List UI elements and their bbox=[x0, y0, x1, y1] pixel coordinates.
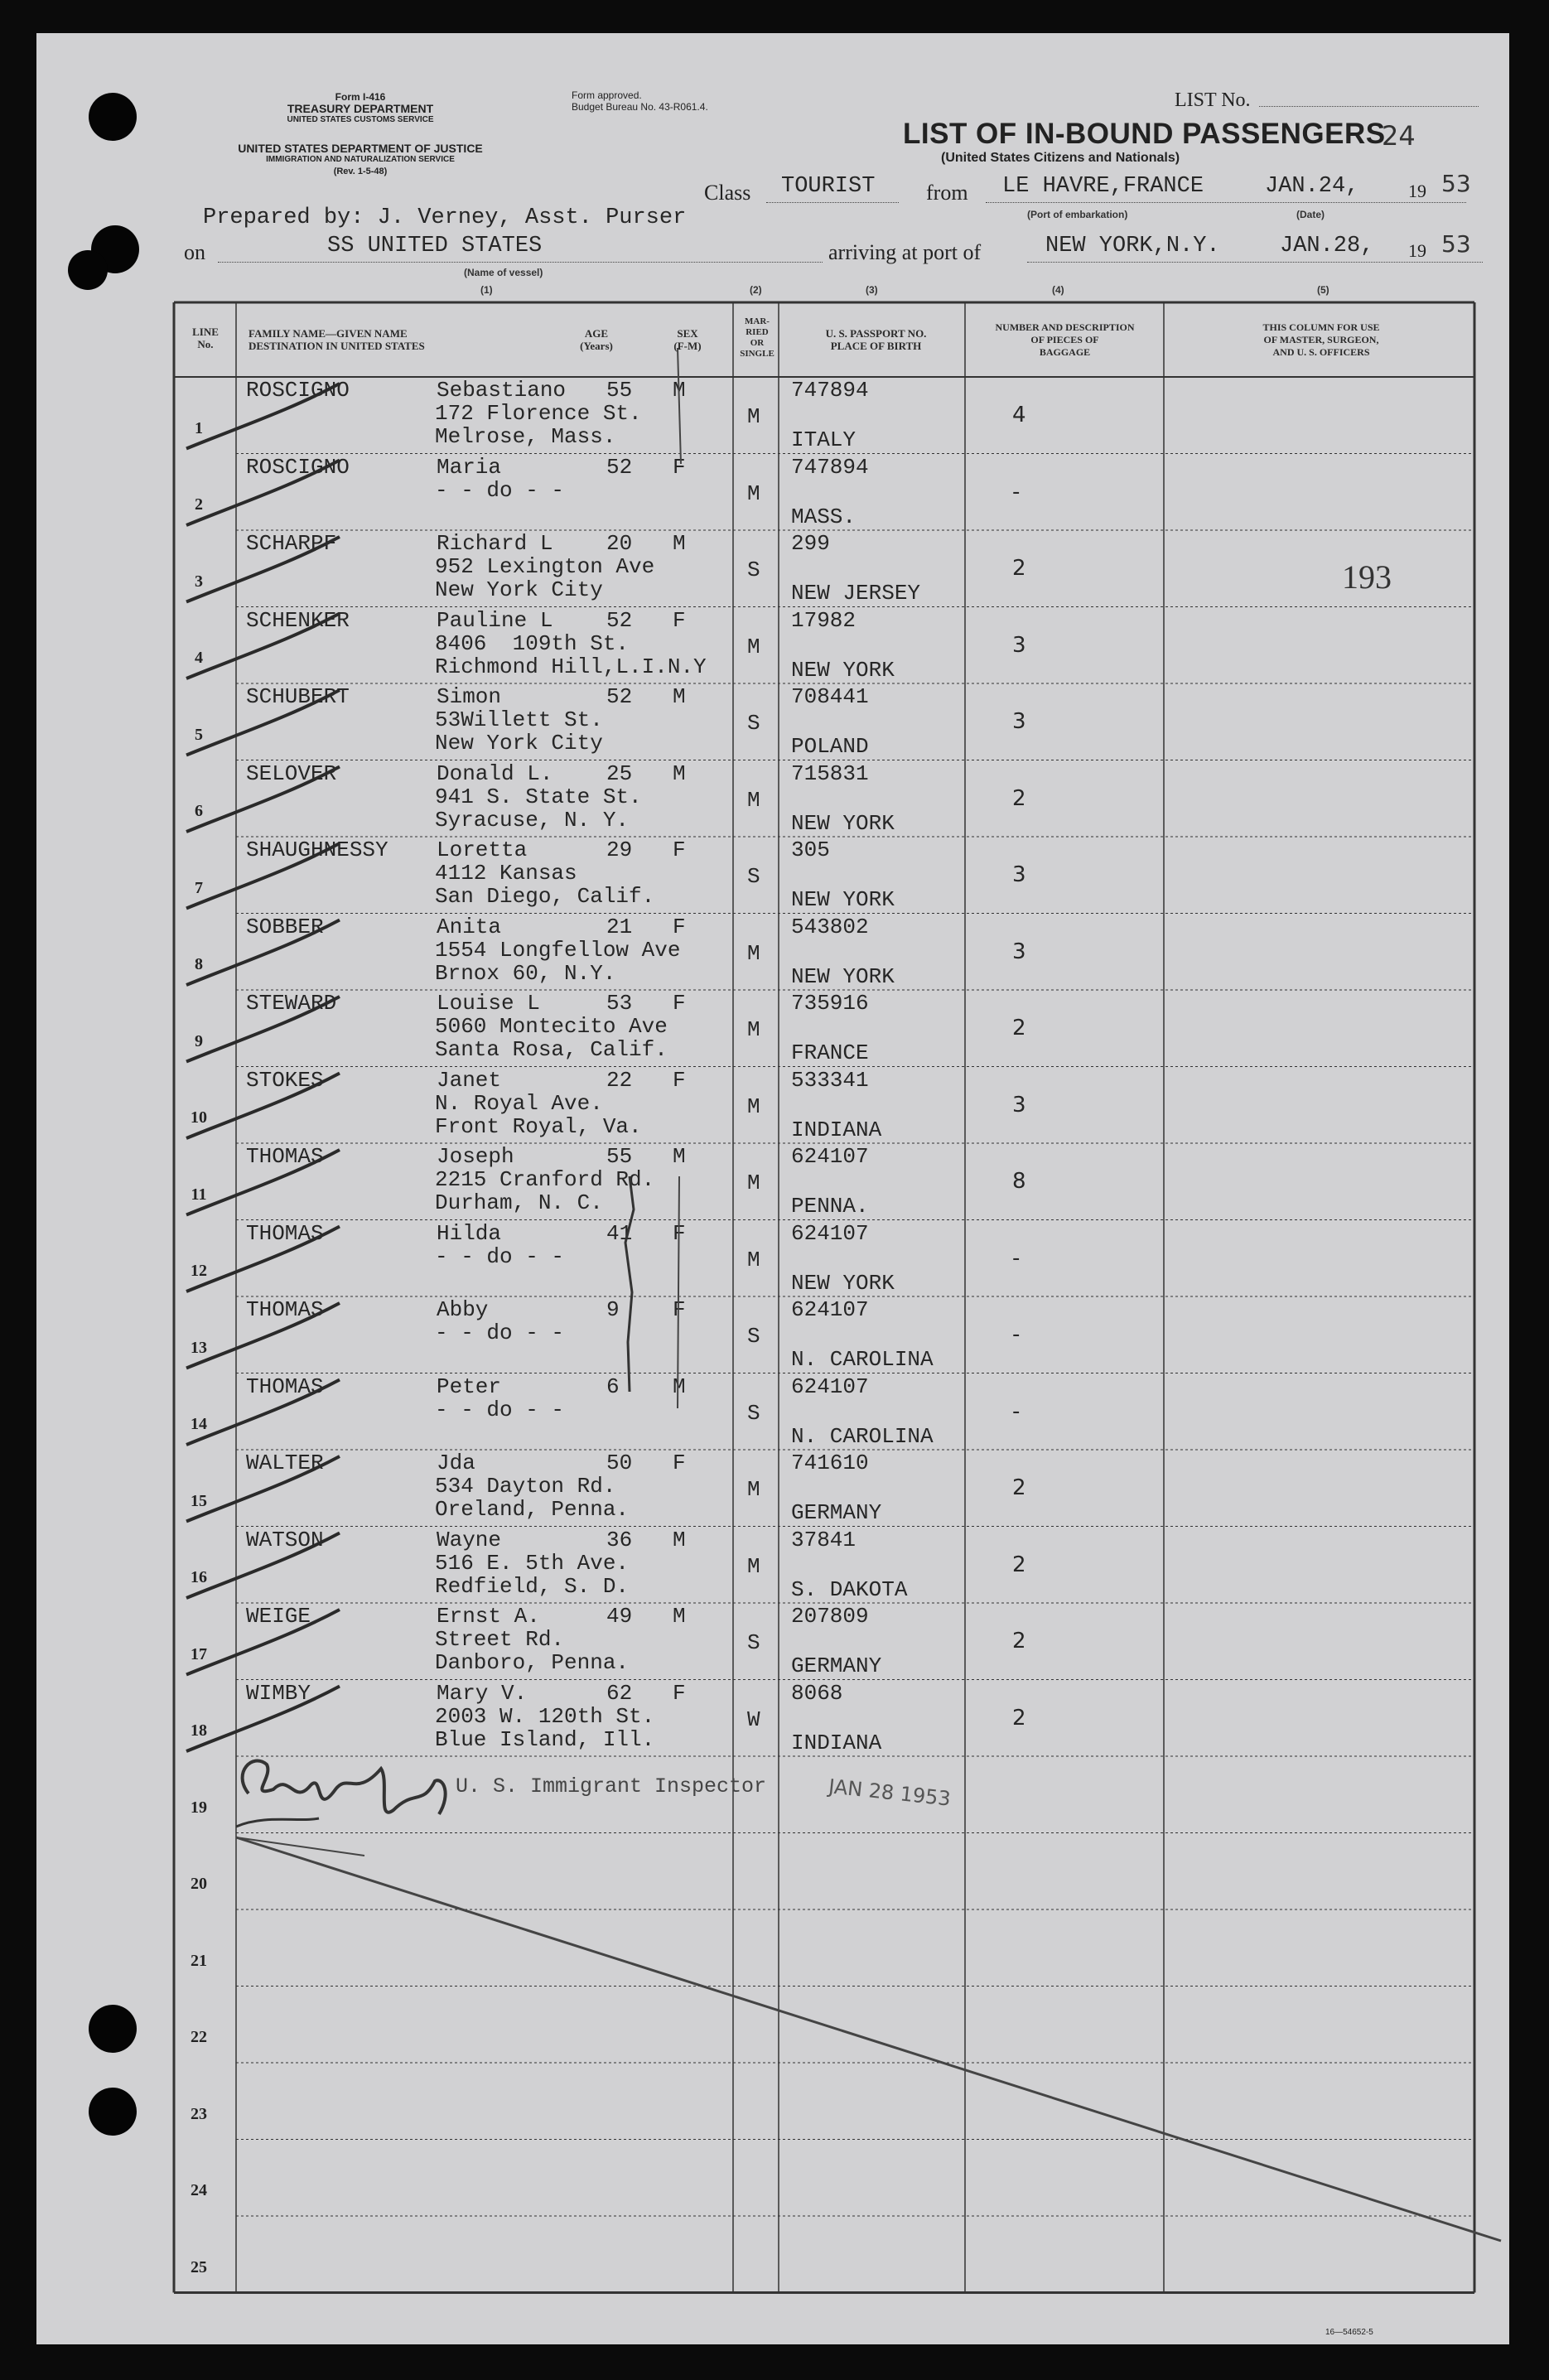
address-line-1: N. Royal Ave. bbox=[435, 1090, 603, 1116]
place-of-birth: INDIANA bbox=[791, 1117, 882, 1142]
marital-status: W bbox=[747, 1707, 760, 1732]
place-of-birth: N. CAROLINA bbox=[791, 1423, 934, 1449]
place-of-birth: NEW YORK bbox=[791, 810, 895, 836]
sex: M bbox=[673, 1604, 686, 1629]
marital-status: M bbox=[747, 480, 760, 506]
given-name: Peter bbox=[437, 1373, 502, 1399]
marital-status: M bbox=[747, 940, 760, 966]
from-label: from bbox=[926, 181, 968, 205]
address-line-1: 952 Lexington Ave bbox=[435, 554, 655, 579]
given-name: Simon bbox=[437, 684, 502, 709]
passport-no: 299 bbox=[791, 531, 830, 556]
row-number: 16 bbox=[191, 1568, 207, 1586]
from-year: 53 bbox=[1441, 170, 1471, 197]
marital-status: M bbox=[747, 404, 760, 429]
sex: F bbox=[673, 838, 686, 862]
age: 25 bbox=[606, 760, 633, 786]
place-of-birth: NEW YORK bbox=[791, 657, 895, 683]
given-name: Jda bbox=[437, 1451, 475, 1475]
revision: (Rev. 1-5-48) bbox=[333, 167, 388, 176]
row-number: 21 bbox=[191, 1951, 207, 1970]
check-mark bbox=[186, 384, 340, 449]
check-mark bbox=[186, 843, 340, 909]
passport-no: 543802 bbox=[791, 914, 869, 939]
row-number: 5 bbox=[195, 725, 203, 744]
colnum-4: (4) bbox=[1052, 284, 1064, 296]
age: 62 bbox=[606, 1680, 633, 1706]
given-name: Louise L bbox=[437, 991, 540, 1016]
approved-line: Form approved. bbox=[572, 89, 642, 101]
passport-no: 17982 bbox=[791, 607, 857, 633]
passport-no: 741610 bbox=[791, 1451, 869, 1475]
baggage-count: 2 bbox=[1012, 556, 1026, 581]
place-of-birth: GERMANY bbox=[791, 1653, 882, 1678]
family-name: THOMAS bbox=[246, 1220, 324, 1246]
sex: F bbox=[673, 607, 686, 633]
footer-code: 16—54652-5 bbox=[1325, 2328, 1373, 2337]
family-name: SHAUGHNESSY bbox=[246, 838, 388, 862]
row-number: 17 bbox=[191, 1644, 207, 1663]
passport-no: 708441 bbox=[791, 684, 869, 709]
marital-status: M bbox=[747, 1247, 760, 1272]
address-line-1: - - do - - bbox=[435, 1243, 565, 1269]
age: 49 bbox=[606, 1604, 633, 1629]
place-of-birth: POLAND bbox=[791, 734, 869, 759]
age: 53 bbox=[606, 991, 633, 1016]
address-line-1: 534 Dayton Rd. bbox=[435, 1474, 616, 1499]
given-name: Mary V. bbox=[437, 1680, 528, 1706]
row-number: 1 bbox=[195, 418, 203, 437]
address-line-1: - - do - - bbox=[435, 477, 565, 503]
address-line-1: 53Willett St. bbox=[435, 707, 603, 732]
given-name: Pauline L bbox=[437, 607, 553, 633]
row-number: 6 bbox=[195, 802, 203, 820]
family-name: WEIGE bbox=[246, 1604, 311, 1629]
address-line-2: New York City bbox=[435, 577, 603, 602]
prepared-by: Prepared by: J. Verney, Asst. Purser bbox=[203, 205, 687, 230]
address-line-1: 172 Florence St. bbox=[435, 401, 642, 426]
given-name: Hilda bbox=[437, 1220, 502, 1246]
check-mark bbox=[186, 767, 340, 833]
marital-status: M bbox=[747, 1171, 760, 1195]
given-name: Ernst A. bbox=[437, 1604, 540, 1629]
marital-status: M bbox=[747, 787, 760, 813]
row-number: 12 bbox=[191, 1262, 207, 1280]
sex: M bbox=[673, 1144, 686, 1169]
place-of-birth: N. CAROLINA bbox=[791, 1347, 934, 1372]
sex: F bbox=[673, 991, 686, 1016]
baggage-count: 2 bbox=[1012, 1552, 1026, 1577]
family-name: WATSON bbox=[246, 1527, 324, 1552]
row-number: 9 bbox=[195, 1031, 203, 1050]
date-caption: (Date) bbox=[1296, 209, 1325, 220]
sex: F bbox=[673, 1297, 686, 1322]
sex: F bbox=[673, 914, 686, 939]
row-number: 25 bbox=[191, 2257, 207, 2276]
baggage-count: 8 bbox=[1012, 1169, 1026, 1194]
family-name: WIMBY bbox=[246, 1680, 311, 1706]
row-number: 20 bbox=[191, 1875, 207, 1893]
place-of-birth: ITALY bbox=[791, 427, 857, 452]
class-value: TOURIST bbox=[781, 174, 876, 199]
given-name: Maria bbox=[437, 454, 502, 480]
check-mark bbox=[186, 1303, 340, 1369]
passport-no: 624107 bbox=[791, 1297, 869, 1322]
given-name: Wayne bbox=[437, 1527, 502, 1552]
age: 9 bbox=[606, 1297, 620, 1322]
given-name: Sebastiano bbox=[437, 378, 567, 403]
baggage-count: 3 bbox=[1012, 632, 1026, 658]
vessel-caption: (Name of vessel) bbox=[464, 267, 543, 278]
check-mark bbox=[186, 690, 340, 756]
ins-service: IMMIGRATION AND NATURALIZATION SERVICE bbox=[266, 155, 455, 164]
sex: F bbox=[673, 1680, 686, 1706]
from-year-prefix: 19 bbox=[1408, 181, 1426, 201]
address-line-1: 1554 Longfellow Ave bbox=[435, 937, 681, 963]
given-name: Loretta bbox=[437, 838, 528, 862]
arrival-date: JAN.28, bbox=[1280, 234, 1374, 258]
sex: M bbox=[673, 1373, 686, 1399]
check-mark bbox=[186, 537, 340, 602]
from-date: JAN.24, bbox=[1265, 174, 1359, 199]
place-of-birth: PENNA. bbox=[791, 1194, 869, 1219]
place-of-birth: MASS. bbox=[791, 504, 857, 529]
header-officers: THIS COLUMN FOR USE OF MASTER, SURGEON, AND U. S. OFFICERS bbox=[1262, 321, 1380, 358]
arrival-year: 53 bbox=[1441, 230, 1471, 258]
address-line-1: 4112 Kansas bbox=[435, 861, 577, 886]
arrival-port: NEW YORK,N.Y. bbox=[1045, 234, 1220, 258]
age: 20 bbox=[606, 531, 633, 556]
row-number: 8 bbox=[195, 955, 203, 973]
vessel-name: SS UNITED STATES bbox=[327, 234, 543, 258]
form-title: LIST OF IN-BOUND PASSENGERS bbox=[903, 118, 1386, 150]
age: 41 bbox=[606, 1220, 633, 1246]
check-mark bbox=[186, 997, 340, 1062]
baggage-count: 2 bbox=[1012, 1705, 1026, 1731]
baggage-count: - bbox=[1012, 1398, 1021, 1424]
address-line-1: 5060 Montecito Ave bbox=[435, 1014, 668, 1039]
place-of-birth: FRANCE bbox=[791, 1040, 869, 1065]
check-mark bbox=[186, 1610, 340, 1675]
row-number: 24 bbox=[191, 2181, 207, 2199]
row-number: 14 bbox=[191, 1415, 207, 1433]
passport-no: 37841 bbox=[791, 1527, 857, 1552]
colnum-1: (1) bbox=[480, 284, 493, 296]
header-baggage: NUMBER AND DESCRIPTION OF PIECES OF BAGGAGE bbox=[995, 321, 1135, 358]
address-line-2: Santa Rosa, Calif. bbox=[435, 1037, 668, 1062]
justice-dept: UNITED STATES DEPARTMENT OF JUSTICE bbox=[238, 142, 483, 155]
check-mark bbox=[186, 920, 340, 986]
marital-status: M bbox=[747, 1017, 760, 1042]
family-name: SCHENKER bbox=[246, 607, 350, 633]
budget-line: Budget Bureau No. 43-R061.4. bbox=[572, 101, 708, 113]
marital-status: M bbox=[747, 1093, 760, 1119]
passport-no: 624107 bbox=[791, 1144, 869, 1169]
check-mark bbox=[186, 1456, 340, 1522]
given-name: Abby bbox=[437, 1297, 489, 1322]
arrival-year-prefix: 19 bbox=[1408, 240, 1426, 261]
address-line-2: Danboro, Penna. bbox=[435, 1650, 630, 1675]
class-label: Class bbox=[704, 181, 751, 205]
marital-status: S bbox=[747, 864, 760, 889]
passport-no: 624107 bbox=[791, 1373, 869, 1399]
sex: F bbox=[673, 454, 686, 480]
baggage-count: 3 bbox=[1012, 939, 1026, 964]
sex: F bbox=[673, 1220, 686, 1246]
sex: M bbox=[673, 1527, 686, 1552]
row-number: 23 bbox=[191, 2104, 207, 2123]
colnum-5: (5) bbox=[1317, 284, 1329, 296]
family-name: THOMAS bbox=[246, 1144, 324, 1169]
place-of-birth: NEW JERSEY bbox=[791, 581, 921, 606]
address-line-2: Syracuse, N. Y. bbox=[435, 807, 630, 833]
marital-status: M bbox=[747, 1553, 760, 1579]
row-number: 22 bbox=[191, 2028, 207, 2046]
list-no-value: 24 bbox=[1382, 120, 1416, 152]
customs-service: UNITED STATES CUSTOMS SERVICE bbox=[287, 115, 434, 124]
header-sex: SEX (F-M) bbox=[673, 327, 702, 352]
address-line-2: San Diego, Calif. bbox=[435, 884, 655, 909]
given-name: Richard L bbox=[437, 531, 553, 556]
address-line-2: Durham, N. C. bbox=[435, 1190, 603, 1215]
family-name: SCHARPF bbox=[246, 531, 337, 556]
treasury-dept: TREASURY DEPARTMENT bbox=[287, 102, 434, 115]
row-number: 10 bbox=[191, 1108, 207, 1127]
baggage-count: - bbox=[1012, 1245, 1021, 1271]
address-line-1: 941 S. State St. bbox=[435, 784, 642, 809]
marital-status: S bbox=[747, 711, 760, 736]
colnum-3: (3) bbox=[866, 284, 878, 296]
place-of-birth: NEW YORK bbox=[791, 887, 895, 912]
sex: M bbox=[673, 378, 686, 403]
family-name: THOMAS bbox=[246, 1373, 324, 1399]
header-name: FAMILY NAME—GIVEN NAME DESTINATION IN UNITED STATES bbox=[249, 327, 425, 352]
marital-status: S bbox=[747, 1630, 760, 1655]
address-line-1: 8406 109th St. bbox=[435, 630, 630, 656]
place-of-birth: S. DAKOTA bbox=[791, 1576, 908, 1602]
inspector-text: U. S. Immigrant Inspector bbox=[456, 1774, 767, 1798]
form-subtitle: (United States Citizens and Nationals) bbox=[941, 151, 1180, 165]
on-label: on bbox=[184, 240, 205, 264]
age: 55 bbox=[606, 378, 633, 403]
port-emb-caption: (Port of embarkation) bbox=[1027, 209, 1128, 220]
check-mark bbox=[186, 1533, 340, 1599]
address-line-2: Redfield, S. D. bbox=[435, 1573, 630, 1599]
marital-status: S bbox=[747, 558, 760, 582]
baggage-count: 3 bbox=[1012, 862, 1026, 887]
list-no-label: LIST No. bbox=[1175, 89, 1251, 111]
check-mark bbox=[186, 1150, 340, 1215]
marital-status: M bbox=[747, 634, 760, 659]
baggage-count: 4 bbox=[1012, 403, 1026, 427]
given-name: Donald L. bbox=[437, 760, 553, 786]
age: 21 bbox=[606, 914, 633, 939]
marital-status: S bbox=[747, 1400, 760, 1426]
family-name: SELOVER bbox=[246, 760, 337, 786]
baggage-count: 2 bbox=[1012, 785, 1026, 811]
check-mark bbox=[186, 614, 340, 679]
header-age: AGE (Years) bbox=[580, 327, 613, 352]
form-number: Form I-416 bbox=[335, 91, 386, 103]
passport-no: 747894 bbox=[791, 454, 869, 480]
row-number: 11 bbox=[191, 1185, 207, 1204]
sex: M bbox=[673, 760, 686, 786]
address-line-2: Blue Island, Ill. bbox=[435, 1726, 655, 1752]
place-of-birth: NEW YORK bbox=[791, 963, 895, 989]
address-line-2: Front Royal, Va. bbox=[435, 1113, 642, 1139]
family-name: WALTER bbox=[246, 1451, 324, 1475]
place-of-birth: INDIANA bbox=[791, 1730, 882, 1755]
baggage-count: 3 bbox=[1012, 1092, 1026, 1118]
age: 52 bbox=[606, 454, 633, 480]
check-mark bbox=[186, 461, 340, 526]
header-married: MAR- RIED OR SINGLE bbox=[740, 316, 774, 359]
baggage-count: 2 bbox=[1012, 1016, 1026, 1040]
address-line-1: - - do - - bbox=[435, 1320, 565, 1345]
marital-status: M bbox=[747, 1477, 760, 1502]
age: 52 bbox=[606, 684, 633, 709]
family-name: ROSCIGNO bbox=[246, 378, 350, 403]
age: 22 bbox=[606, 1067, 633, 1093]
check-mark bbox=[186, 1380, 340, 1446]
family-name: ROSCIGNO bbox=[246, 454, 350, 480]
passport-no: 735916 bbox=[791, 991, 869, 1016]
address-line-1: Street Rd. bbox=[435, 1627, 565, 1652]
header-line-no: LINE No. bbox=[192, 326, 219, 350]
family-name: STEWARD bbox=[246, 991, 337, 1016]
place-of-birth: GERMANY bbox=[791, 1500, 882, 1525]
officer-number: 193 bbox=[1342, 558, 1392, 596]
age: 36 bbox=[606, 1527, 633, 1552]
sex: M bbox=[673, 531, 686, 556]
passport-no: 305 bbox=[791, 838, 830, 862]
check-mark bbox=[186, 1227, 340, 1292]
baggage-count: - bbox=[1012, 1322, 1021, 1347]
baggage-count: - bbox=[1012, 479, 1021, 504]
given-name: Janet bbox=[437, 1067, 502, 1093]
age: 52 bbox=[606, 607, 633, 633]
passport-no: 207809 bbox=[791, 1604, 869, 1629]
given-name: Joseph bbox=[437, 1144, 514, 1169]
arriving-label: arriving at port of bbox=[828, 240, 982, 264]
header-passport: U. S. PASSPORT NO. PLACE OF BIRTH bbox=[825, 327, 927, 352]
passport-no: 624107 bbox=[791, 1220, 869, 1246]
marital-status: S bbox=[747, 1324, 760, 1349]
check-mark bbox=[186, 1687, 340, 1752]
baggage-count: 2 bbox=[1012, 1629, 1026, 1653]
address-line-2: Richmond Hill,L.I.N.Y bbox=[435, 654, 707, 679]
row-number: 13 bbox=[191, 1338, 207, 1357]
baggage-count: 3 bbox=[1012, 709, 1026, 734]
row-number: 19 bbox=[191, 1798, 207, 1817]
address-line-2: New York City bbox=[435, 731, 603, 756]
from-port: LE HAVRE,FRANCE bbox=[1002, 174, 1204, 199]
family-name: SOBBER bbox=[246, 914, 324, 939]
age: 29 bbox=[606, 838, 633, 862]
colnum-2: (2) bbox=[750, 284, 762, 296]
address-line-2: Melrose, Mass. bbox=[435, 424, 616, 449]
address-line-1: 2003 W. 120th St. bbox=[435, 1703, 655, 1729]
row-number: 3 bbox=[195, 572, 203, 591]
address-line-1: - - do - - bbox=[435, 1397, 565, 1422]
passport-no: 8068 bbox=[791, 1680, 843, 1706]
stamp-date: JAN 28 1953 bbox=[827, 1774, 952, 1811]
address-line-2: Oreland, Penna. bbox=[435, 1497, 630, 1522]
place-of-birth: NEW YORK bbox=[791, 1270, 895, 1296]
sex: F bbox=[673, 1451, 686, 1475]
row-number: 4 bbox=[195, 649, 203, 667]
address-line-2: Brnox 60, N.Y. bbox=[435, 960, 616, 986]
baggage-count: 2 bbox=[1012, 1475, 1026, 1500]
passport-no: 747894 bbox=[791, 378, 869, 403]
sex: F bbox=[673, 1067, 686, 1093]
family-name: THOMAS bbox=[246, 1297, 324, 1322]
age: 50 bbox=[606, 1451, 633, 1475]
check-mark bbox=[186, 1074, 340, 1139]
family-name: STOKES bbox=[246, 1067, 324, 1093]
address-line-1: 2215 Cranford Rd. bbox=[435, 1167, 655, 1192]
address-line-1: 516 E. 5th Ave. bbox=[435, 1550, 630, 1576]
row-number: 15 bbox=[191, 1491, 207, 1510]
passport-no: 715831 bbox=[791, 760, 869, 786]
sex: M bbox=[673, 684, 686, 709]
age: 55 bbox=[606, 1144, 633, 1169]
age: 6 bbox=[606, 1373, 620, 1399]
row-number: 7 bbox=[195, 878, 203, 897]
given-name: Anita bbox=[437, 914, 502, 939]
passport-no: 533341 bbox=[791, 1067, 869, 1093]
row-number: 2 bbox=[195, 495, 203, 514]
row-number: 18 bbox=[191, 1721, 207, 1740]
family-name: SCHUBERT bbox=[246, 684, 350, 709]
